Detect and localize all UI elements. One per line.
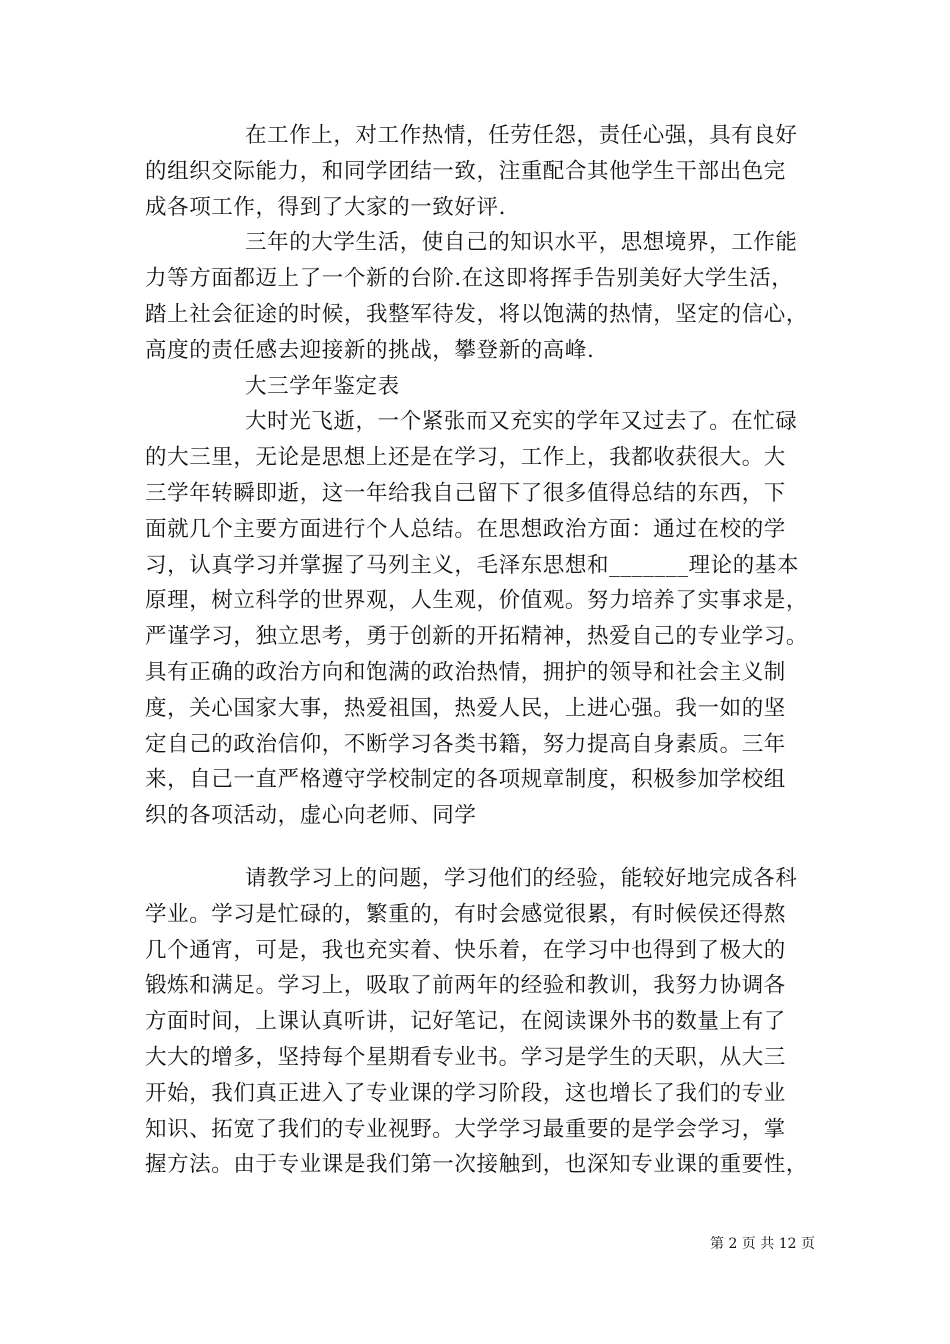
text-line: 织的各项活动，虚心向老师、同学 <box>145 803 477 829</box>
text-line: 来，自己一直严格遵守学校制定的各项规章制度，积极参加学校组 <box>145 767 786 793</box>
text-line: 踏上社会征途的时候，我整军待发，将以饱满的热情，坚定的信心， <box>145 301 809 327</box>
text-line: 请教学习上的问题，学习他们的经验，能较好地完成各科 <box>245 866 798 891</box>
text-line: 成各项工作，得到了大家的一致好评. <box>145 194 507 220</box>
text-line: 原理，树立科学的世界观，人生观，价值观。努力培养了实事求是， <box>145 588 809 614</box>
text-line: 大大的增多，坚持每个星期看专业书。学习是学生的天职，从大三 <box>145 1044 786 1070</box>
text-line: 三学年转瞬即逝，这一年给我自己留下了很多值得总结的东西，下 <box>145 480 786 506</box>
text-line: 开始，我们真正进入了专业课的学习阶段，这也增长了我们的专业 <box>145 1080 786 1106</box>
text-line: 度，关心国家大事，热爱祖国，热爱人民，上进心强。我一如的坚 <box>145 695 786 721</box>
text-line: 定自己的政治信仰，不断学习各类书籍，努力提高自身素质。三年 <box>145 731 786 757</box>
body-text-top <box>145 118 825 834</box>
text-line: 几个通宵，可是，我也充实着、快乐着，在学习中也得到了极大的 <box>145 937 786 963</box>
text-line: 锻炼和满足。学习上，吸取了前两年的经验和教训，我努力协调各 <box>145 973 786 999</box>
text-line: 握方法。由于专业课是我们第一次接触到，也深知专业课的重要性， <box>145 1152 809 1178</box>
text-line: 学业。学习是忙碌的，繁重的，有时会感觉很累，有时候侯还得熬 <box>145 901 786 927</box>
text-line: 严谨学习，独立思考，勇于创新的开拓精神，热爱自己的专业学习。 <box>145 624 809 650</box>
text-line: 知识、拓宽了我们的专业视野。大学学习最重要的是学会学习，掌 <box>145 1116 786 1142</box>
text-line: 三年的大学生活，使自己的知识水平，思想境界，工作能 <box>245 230 798 256</box>
text-line: 具有正确的政治方向和饱满的政治热情，拥护的领导和社会主义制 <box>145 659 786 685</box>
text-line: 的大三里，无论是思想上还是在学习，工作上，我都收获很大。大 <box>145 445 786 471</box>
page-number-footer: 第 2 页 共 12 页 <box>710 1236 815 1252</box>
text-line: 大时光飞逝，一个紧张而又充实的学年又过去了。在忙碌 <box>245 409 798 435</box>
text-line: 在工作上，对工作热情，任劳任怨，责任心强，具有良好 <box>245 123 798 148</box>
text-line: 方面时间，上课认真听讲，记好笔记，在阅读课外书的数量上有了 <box>145 1009 786 1035</box>
text-line: 的组织交际能力，和同学团结一致，注重配合其他学生干部出色完 <box>145 158 786 184</box>
text-line: 习，认真学习并掌握了马列主义，毛泽东思想和_______理论的基本 <box>145 552 800 578</box>
text-line: 高度的责任感去迎接新的挑战，攀登新的高峰. <box>145 337 595 363</box>
text-line: 力等方面都迈上了一个新的台阶.在这即将挥手告别美好大学生活， <box>145 266 794 292</box>
text-line: 面就几个主要方面进行个人总结。在思想政治方面：通过在校的学 <box>145 516 786 542</box>
body-text-bottom <box>145 861 825 1183</box>
section-heading: 大三学年鉴定表 <box>245 373 400 399</box>
